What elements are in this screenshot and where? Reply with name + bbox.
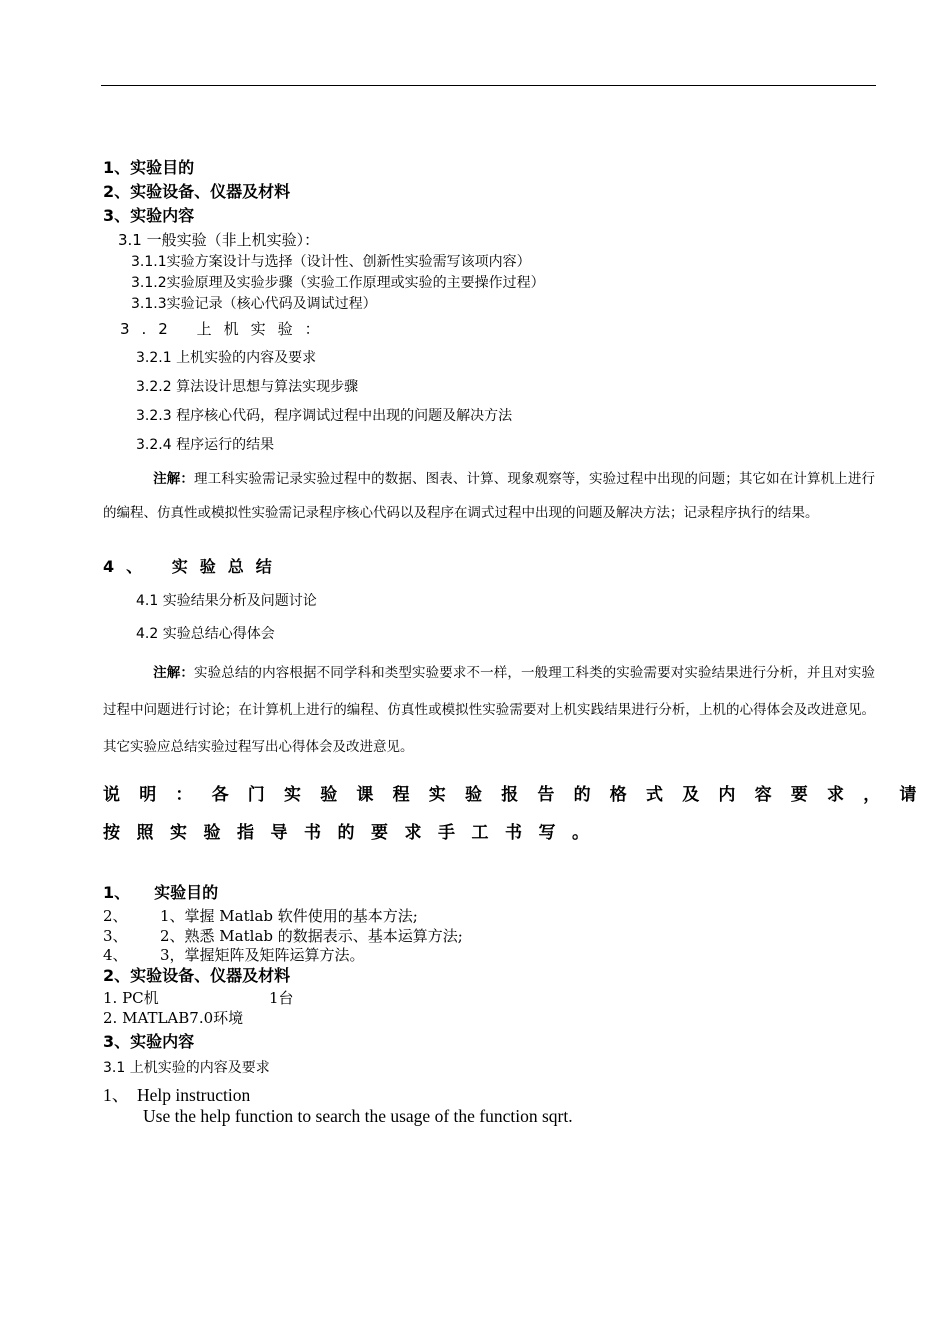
heading-objective: 1、实验目的: [103, 158, 195, 177]
note-summary-lead: 注解：: [153, 665, 194, 681]
task-1-num: 1、: [103, 1085, 130, 1105]
objective-item-3: [103, 948, 365, 963]
objective-item-1-text: 1、掌握 Matlab 软件使用的基本方法;: [160, 907, 418, 925]
subheading-computer-experiment: 3.2 上机实验：: [120, 320, 332, 338]
item-3-2-3: 3.2.3 程序核心代码，程序调试过程中出现的问题及解决方法: [136, 408, 513, 424]
header-rule: [101, 85, 876, 86]
note-records: [103, 462, 875, 530]
objective-item-1-num: 2、: [103, 907, 128, 925]
equipment-item-1: [103, 991, 294, 1006]
note-summary: [103, 655, 875, 766]
item-4-1: 4.1 实验结果分析及问题讨论: [136, 593, 317, 609]
task-1-description: Use the help function to search the usage of the function sqrt.: [143, 1106, 573, 1126]
task-1-title: Help instruction: [137, 1085, 251, 1105]
heading-equipment: 2、实验设备、仪器及材料: [103, 182, 291, 201]
note-records-lead: 注解：: [153, 471, 194, 487]
task-1-title-line: [103, 1087, 250, 1105]
equipment-item-1-qty: 1台: [269, 989, 294, 1007]
heading-content: 3、实验内容: [103, 206, 195, 225]
objective-item-2-num: 3、: [103, 927, 128, 945]
item-3-1-1: 3.1.1实验方案设计与选择（设计性、创新性实验需写该项内容）: [131, 254, 531, 270]
objective-item-3-num: 4、: [103, 946, 128, 964]
note-records-text: 理工科实验需记录实验过程中的数据、图表、计算、现象观察等，实验过程中出现的问题；其它如在计算机上进行的编程、仿真性或模拟性实验需记录程序核心代码以及程序在调式过程中出现的问题及解决方法；记录程序执行的结果。: [103, 471, 876, 521]
objective-item-1: [103, 909, 418, 924]
heading-summary: 4、 实验总结: [103, 557, 284, 576]
item-4-2: 4.2 实验总结心得体会: [136, 626, 275, 642]
equipment-item-1-name: 1. PC机: [103, 989, 159, 1007]
report-heading-equipment: 2、实验设备、仪器及材料: [103, 966, 291, 985]
report-heading-objective-title: 实验目的: [154, 883, 219, 902]
report-heading-objective: [103, 885, 218, 901]
objective-item-3-text: 3，掌握矩阵及矩阵运算方法。: [160, 946, 365, 964]
item-3-2-1: 3.2.1 上机实验的内容及要求: [136, 350, 317, 366]
item-3-2-2: 3.2.2 算法设计思想与算法实现步骤: [136, 379, 359, 395]
report-heading-objective-num: 1、: [103, 883, 131, 902]
report-subheading-3-1: 3.1 上机实验的内容及要求: [103, 1060, 270, 1076]
subheading-general-experiment: 3.1 一般实验（非上机实验）：: [118, 231, 320, 249]
note-summary-text: 实验总结的内容根据不同学科和类型实验要求不一样，一般理工科类的实验需要对实验结果进行分析，并且对实验过程中问题进行讨论；在计算机上进行的编程、仿真性或模拟性实验需要对上机实践结果进行分析，上机的心得体会及改进意见。其它实验应总结实验过程写出心得体会及改进意见。: [103, 665, 876, 755]
objective-item-2: [103, 929, 463, 944]
objective-item-2-text: 2、熟悉 Matlab 的数据表示、基本运算方法;: [160, 927, 463, 945]
item-3-1-2: 3.1.2实验原理及实验步骤（实验工作原理或实验的主要操作过程）: [131, 275, 545, 291]
report-heading-content: 3、实验内容: [103, 1032, 195, 1051]
item-3-2-4: 3.2.4 程序运行的结果: [136, 437, 275, 453]
remark-line-2: 按照实验指导书的要求手工书写。: [103, 823, 606, 843]
equipment-item-2: 2. MATLAB7.0环境: [103, 1009, 244, 1027]
remark-line-1: 说明：各门实验课程实验报告的格式及内容要求，请: [103, 785, 936, 805]
item-3-1-3: 3.1.3实验记录（核心代码及调试过程）: [131, 296, 377, 312]
